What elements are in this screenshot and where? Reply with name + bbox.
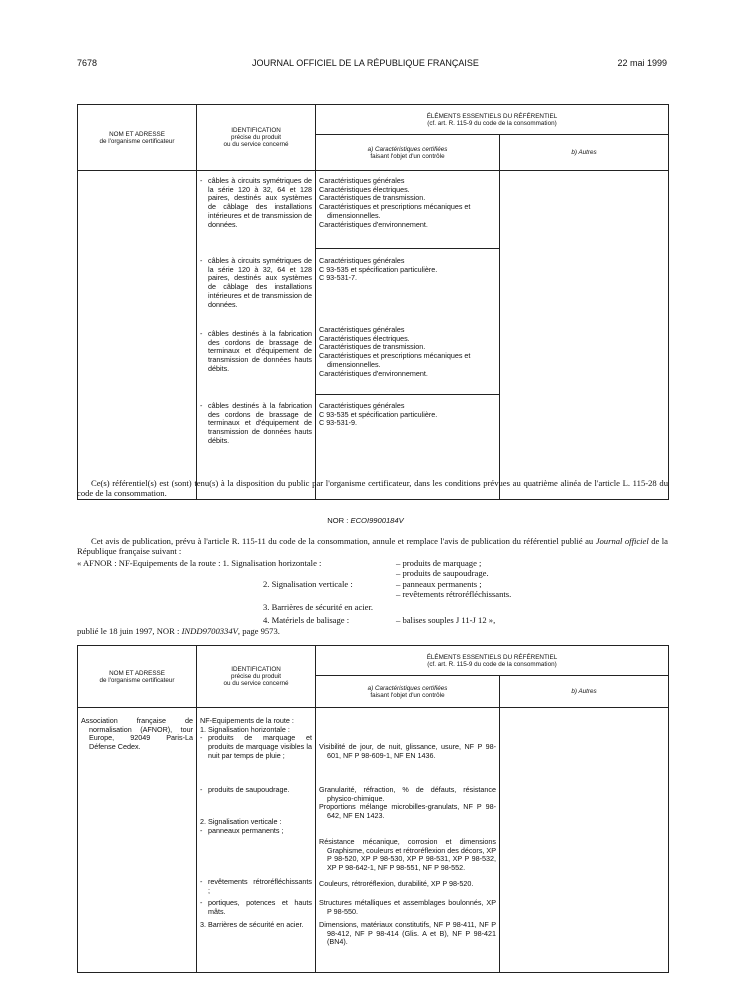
others-cell [500, 171, 669, 500]
header-characteristics: a) Caractéristiques certifiées faisant l'objet d'un contrôle [316, 135, 500, 171]
product-item: 2. Signalisation verticale : - panneaux permanents ; [200, 817, 284, 835]
characteristics-block: Visibilité de jour, de nuit, glissance, usure, NF P 98-601, NF P 98-609-1, NF EN 1436. [319, 742, 496, 760]
characteristics-block: Granularité, réfraction, % de défauts, résistance physico-chimique. Proportions mélange microbilles-granulats, NF P 98-642, NF EN 1423. [319, 785, 496, 821]
header-identification: IDENTIFICATION précise du produit ou du service concerné [197, 105, 316, 171]
product-item: - portiques, potences et hauts mâts. [200, 898, 312, 916]
product-item: - revêtements rétroréfléchissants ; [200, 877, 312, 895]
characteristics-block: Dimensions, matériaux constitutifs, NF P 98-411, NF P 98-412, NF P 98-414 (Glis. A et B), NF P 98-421 (BN4). [319, 920, 496, 947]
header-organism: NOM ET ADRESSE de l'organisme certificateur [78, 646, 197, 708]
organism-cell [78, 171, 197, 500]
characteristics-block: Caractéristiques générales Caractéristiques électriques. Caractéristiques de transmission. Caractéristiques et prescriptions mécaniques et dimensionnelles. Caractéristiques d'environnement. [319, 325, 471, 378]
product-item: - câbles destinés à la fabrication des cordons de brassage de terminaux et d'équipement de transmission de données hauts débits. [200, 329, 312, 373]
organism-cell: Association française de normalisation (AFNOR), tour Europe, 92049 Paris-La Défense Cedex. [78, 708, 197, 973]
others-cell [500, 708, 669, 973]
product-item: - câbles destinés à la fabrication des cordons de brassage de terminaux et d'équipement de transmission de données hauts débits. [200, 401, 312, 445]
availability-paragraph: Ce(s) référentiel(s) est (sont) tenu(s) à la disposition du public par l'organisme certificateur, dans les conditions prévues au quatrième alinéa de l'article L. 115-28 du code de la consommation. [77, 478, 668, 499]
characteristics-block: Structures métalliques et assemblages boulonnés, XP P 98-550. [319, 898, 496, 916]
header-characteristics: a) Caractéristiques certifiées faisant l'objet d'un contrôle [316, 676, 500, 708]
characteristics-block: Caractéristiques générales C 93-535 et spécification particulière. C 93-531-7. [316, 248, 499, 326]
referentiel-table-2 [77, 645, 669, 973]
nor-reference: NOR : ECOI9900184V [327, 516, 404, 525]
product-item: NF-Equipements de la route : 1. Signalisation horizontale : - produits de marquage et produits de marquage visibles la nuit par temps de pluie ; [200, 716, 312, 760]
publication-paragraph: Cet avis de publication, prévu à l'article R. 115-11 du code de la consommation, annule et remplace l'avis de publication du référentiel publié au Journal officiel de la République française suivant : [77, 536, 668, 557]
product-item: - produits de saupoudrage. [200, 785, 290, 794]
characteristics-block: Résistance mécanique, corrosion et dimensions Graphisme, couleurs et rétroréflexion des décors, XP P 98-520, XP P 98-530, XP P 98-531, XP P 98-532, XP P 98-642-1, NF P 98-551, NF P 98-552. [319, 837, 496, 873]
header-elements: ÉLÉMENTS ESSENTIELS DU RÉFÉRENTIEL (cf. art. R. 115-9 du code de la consommation) [316, 105, 669, 135]
header-identification: IDENTIFICATION précise du produit ou du service concerné [197, 646, 316, 708]
characteristics-cell [316, 171, 500, 500]
product-item: - câbles à circuits symétriques de la série 120 à 32, 64 et 128 paires, destinés aux systèmes de câblage des installations intérieures et de transmission de données. [200, 256, 312, 309]
characteristics-block: Caractéristiques générales Caractéristiques électriques. Caractéristiques de transmission. Caractéristiques et prescriptions mécaniques et dimensionnelles. Caractéristiques d'environnement. [319, 176, 471, 229]
publication-date: 22 mai 1999 [617, 58, 667, 68]
referentiel-table-1 [77, 104, 669, 500]
characteristics-cell [316, 708, 500, 973]
characteristics-block: Caractéristiques générales C 93-535 et spécification particulière. C 93-531-9. [316, 394, 499, 428]
header-elements: ÉLÉMENTS ESSENTIELS DU RÉFÉRENTIEL (cf. art. R. 115-9 du code de la consommation) [316, 646, 669, 676]
header-organism: NOM ET ADRESSE de l'organisme certificateur [78, 105, 197, 171]
product-cell [197, 171, 316, 500]
header-others: b) Autres [500, 676, 669, 708]
product-item: - câbles à circuits symétriques de la série 120 à 32, 64 et 128 paires, destinés aux systèmes de câblage des installations intérieures et de transmission de données. [200, 176, 312, 229]
product-cell [197, 708, 316, 973]
avis-list: « AFNOR : NF-Equipements de la route : 1. Signalisation horizontale : – produits de marquage ; – produits de saupoudrage. 2. Signalisation verticale : – panneaux permanents ; – revêtements rétroréfléchissants. 3. Barrières de sécurité en acier. 4. Matériels de balisage : – balises souples J 11-J 12 », publié le 18 juin 1997, NOR : INDD9700334V, page 9573. [77, 558, 512, 636]
product-item: 3. Barrières de sécurité en acier. [200, 920, 304, 929]
journal-title: JOURNAL OFFICIEL DE LA RÉPUBLIQUE FRANÇAISE [252, 58, 479, 68]
page-number: 7678 [77, 58, 98, 68]
header-others: b) Autres [500, 135, 669, 171]
characteristics-block: Couleurs, rétroréflexion, durabilité, XP P 98-520. [319, 879, 474, 888]
